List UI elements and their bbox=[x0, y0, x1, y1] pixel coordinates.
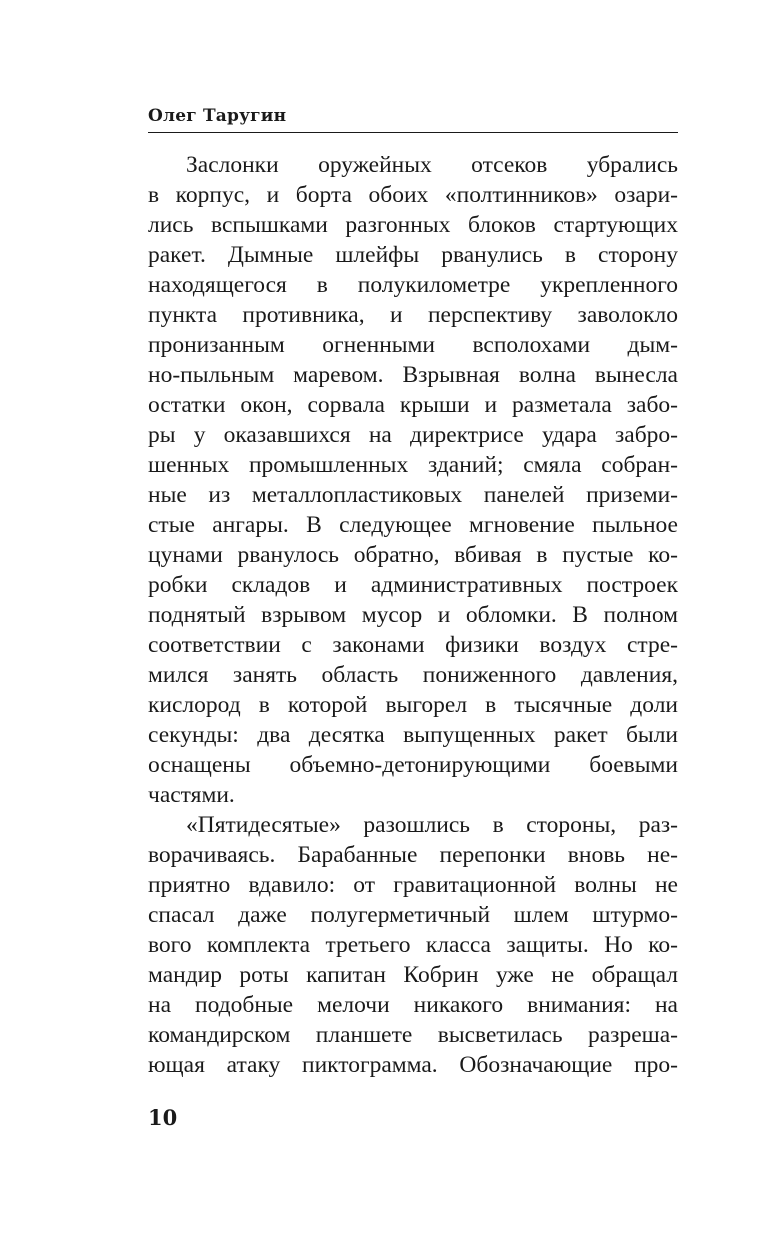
text-line: лись вспышками разгонных блоков стартующих bbox=[148, 212, 678, 238]
text-line: мился занять область пониженного давления, bbox=[148, 662, 678, 688]
text-line: вого комплекта третьего класса защиты. Но ко- bbox=[148, 932, 678, 958]
text-line: спасал даже полугерметичный шлем штурмо- bbox=[148, 902, 678, 928]
text-line: поднятый взрывом мусор и обломки. В полном bbox=[148, 602, 678, 628]
text-line: Заслонки оружейных отсеков убрались bbox=[186, 152, 678, 178]
text-line: но-пыльным маревом. Взрывная волна вынесла bbox=[148, 362, 678, 388]
text-line: приятно вдавило: от гравитационной волны не bbox=[148, 872, 678, 898]
text-line: мандир роты капитан Кобрин уже не обращал bbox=[148, 962, 678, 988]
text-line: ры у оказавшихся на директрисе удара забро- bbox=[148, 422, 678, 448]
text-line: остатки окон, сорвала крыши и разметала забо- bbox=[148, 392, 678, 418]
text-line: пронизанным огненными всполохами дым- bbox=[148, 332, 678, 358]
text-line: кислород в которой выгорел в тысячные доли bbox=[148, 692, 678, 718]
text-line: ные из металлопластиковых панелей приземи- bbox=[148, 482, 678, 508]
running-header bbox=[148, 102, 678, 133]
text-line: ворачиваясь. Барабанные перепонки вновь не- bbox=[148, 842, 678, 868]
text-line: секунды: два десятка выпущенных ракет были bbox=[148, 722, 678, 748]
page-number: 10 bbox=[148, 1105, 178, 1130]
text-line: частями. bbox=[148, 782, 235, 808]
body-text bbox=[148, 150, 678, 1080]
author-name: Олег Таругин bbox=[148, 106, 287, 126]
text-line: пункта противника, и перспективу заволокло bbox=[148, 302, 678, 328]
text-line: цунами рванулось обратно, вбивая в пустые ко- bbox=[148, 542, 678, 568]
text-line: робки складов и административных построек bbox=[148, 572, 678, 598]
text-line: шенных промышленных зданий; смяла собран- bbox=[148, 452, 678, 478]
text-line: ракет. Дымные шлейфы рванулись в сторону bbox=[148, 242, 678, 268]
text-line: «Пятидесятые» разошлись в стороны, раз- bbox=[186, 812, 678, 838]
text-line: на подобные мелочи никакого внимания: на bbox=[148, 992, 678, 1018]
text-line: стые ангары. В следующее мгновение пыльное bbox=[148, 512, 678, 538]
text-line: соответствии с законами физики воздух стре- bbox=[148, 632, 678, 658]
text-line: в корпус, и борта обоих «полтинников» озари- bbox=[148, 182, 678, 208]
text-line: находящегося в полукилометре укрепленного bbox=[148, 272, 678, 298]
text-line: ющая атаку пиктограмма. Обозначающие про- bbox=[148, 1052, 678, 1078]
text-line: командирском планшете высветилась разреша- bbox=[148, 1022, 678, 1048]
text-line: оснащены объемно-детонирующими боевыми bbox=[148, 752, 678, 778]
